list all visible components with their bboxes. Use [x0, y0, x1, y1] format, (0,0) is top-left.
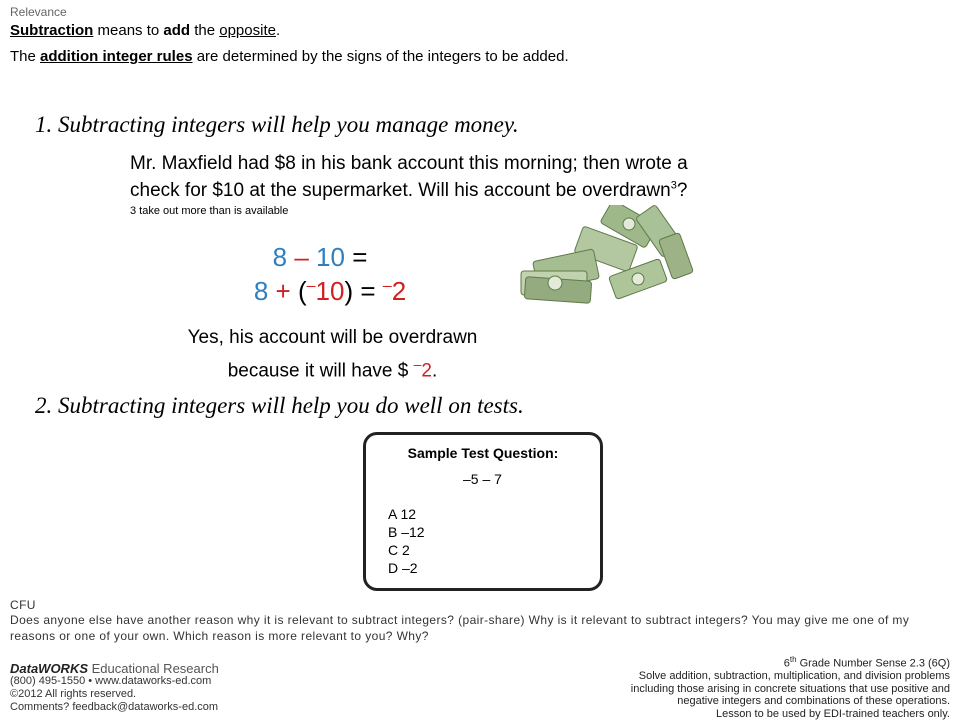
test-options — [388, 505, 425, 577]
eq1-equals: = — [352, 242, 368, 272]
grade-standard: Grade Number Sense 2.3 (6Q) — [796, 657, 950, 670]
word-problem-line-2 — [130, 177, 770, 204]
word-problem — [130, 150, 770, 204]
grade-number: 6 — [783, 657, 790, 670]
option-d: D –2 — [388, 560, 418, 576]
term-opposite: opposite — [219, 22, 276, 39]
grade-sup: th — [789, 655, 797, 664]
eq1-a: 8 — [272, 242, 288, 272]
cfu-text: Does anyone else have another reason why it is relevant to subtract integers? (pair-share) Why is it relevant to subtract integers? You may give me one of my reasons or one of your own. Which reason is more relevant to you? Why? — [10, 613, 910, 643]
eq2-neg: – — [306, 277, 316, 295]
term-subtraction: Subtraction — [10, 22, 94, 39]
sample-test-box — [363, 432, 603, 591]
option-b: B –12 — [388, 524, 425, 540]
equation-1 — [240, 242, 400, 273]
answer-value: 2 — [421, 360, 432, 382]
standard-line-5: Lesson to be used by EDI-trained teachers only. — [716, 707, 950, 720]
footer-copyright: ©2012 All rights reserved. — [10, 688, 137, 700]
eq2-result-sign: – — [382, 277, 392, 295]
rules-pre: The — [10, 48, 41, 65]
rules-line — [10, 48, 569, 65]
eq2-rparen: ) — [344, 276, 354, 306]
option-a: A 12 — [388, 506, 417, 522]
standard-line-3: including those arising in concrete situations that use positive and — [630, 682, 950, 695]
word-problem-text: check for $10 at the supermarket. Will his account be overdrawn — [130, 180, 671, 201]
eq2-b: 10 — [315, 276, 345, 306]
rules-post: are determined by the signs of the integers to be added. — [192, 48, 569, 65]
footer-right — [520, 654, 950, 720]
standard-line-4: negative integers and combinations of these operations. — [677, 695, 950, 708]
footnote: 3 take out more than is available — [130, 205, 289, 217]
eq2-result: 2 — [391, 276, 407, 306]
definition-end: . — [275, 22, 281, 39]
brand-logo: DataWORKS — [10, 661, 89, 676]
term-addition-rules: addition integer rules — [40, 48, 193, 65]
cfu-label: CFU — [10, 598, 36, 612]
option-c: C 2 — [388, 542, 410, 558]
definition-text: means to — [93, 22, 164, 39]
footer-left — [10, 662, 219, 714]
equation-2 — [240, 276, 420, 307]
eq1-op: – — [294, 242, 309, 272]
footer-comments: Comments? feedback@dataworks-ed.com — [10, 701, 219, 713]
reason-1-heading: 1. Subtracting integers will help you manage money. — [35, 112, 519, 137]
money-bills — [521, 205, 694, 303]
word-problem-line-1: Mr. Maxfield had $8 in his bank account this morning; then wrote a — [130, 153, 688, 174]
standard-line-2: Solve addition, subtraction, multiplication, and division problems — [638, 670, 950, 683]
test-title: Sample Test Question: — [407, 445, 559, 461]
footnote-mark: 3 — [670, 179, 677, 192]
eq2-lparen: ( — [297, 276, 307, 306]
reason-2-heading: 2. Subtracting integers will help you do well on tests. — [35, 393, 524, 418]
footer-phone: (800) 495-1550 • www.dataworks-ed.com — [10, 675, 212, 687]
definition-line — [10, 22, 280, 39]
definition-text-2: the — [190, 22, 220, 39]
brand-tagline: Educational Research — [88, 661, 219, 676]
eq2-a: 8 — [253, 276, 269, 306]
answer-end: . — [431, 360, 438, 382]
answer-text-2: because it will have $ — [227, 360, 409, 382]
answer-sign: – — [413, 356, 422, 372]
answer-line-2 — [160, 351, 505, 384]
term-add: add — [163, 22, 191, 39]
section-label: Relevance — [10, 5, 67, 19]
eq1-b: 10 — [316, 242, 345, 272]
test-expression: –5 – 7 — [463, 471, 502, 487]
money-illustration — [515, 205, 700, 305]
brand — [10, 662, 219, 675]
standard-title — [520, 654, 950, 670]
answer-line-1: Yes, his account will be overdrawn — [187, 327, 478, 348]
word-problem-end: ? — [676, 180, 688, 201]
eq2-op: + — [275, 276, 291, 306]
answer-text — [160, 324, 505, 384]
eq2-equals: = — [360, 276, 376, 306]
